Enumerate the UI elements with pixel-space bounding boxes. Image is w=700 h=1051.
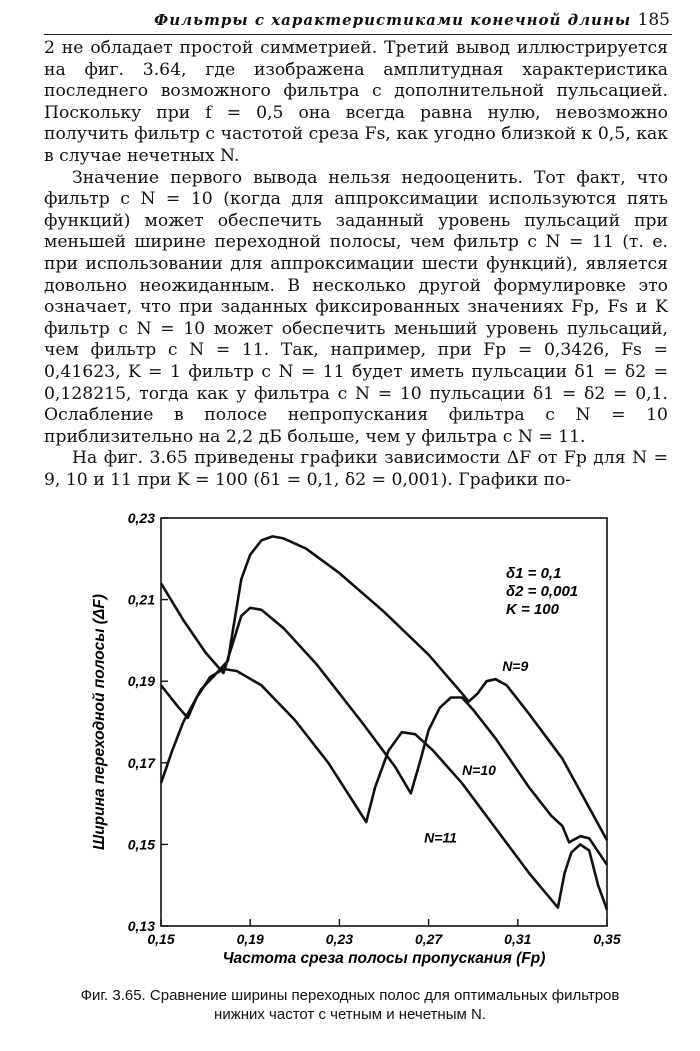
paragraph-3: На фиг. 3.65 приведены графики зависимости ΔF от Fp для N = 9, 10 и 11 при K = 100 (δ1 = 0,1, δ2 = 0,001). Графики по- (44, 448, 668, 490)
running-title: Фильтры с характеристиками конечной длины (154, 11, 632, 29)
x-tick-label: 0,23 (325, 931, 354, 947)
body-text (44, 38, 668, 491)
running-header (44, 8, 672, 35)
legend-delta1: δ1 = 0,1 (506, 565, 562, 582)
y-tick-label: 0,23 (127, 510, 155, 526)
figure-caption (30, 986, 670, 1024)
caption-line-1: Фиг. 3.65. Сравнение ширины переходных полос для оптимальных фильтров (80, 987, 620, 1004)
series-label-n9: N=9 (502, 658, 529, 674)
y-tick-label: 0,19 (127, 673, 155, 690)
x-tick-label: 0,19 (236, 931, 264, 947)
y-tick-label: 0,17 (127, 754, 155, 771)
y-axis-label: Ширина переходной полосы (ΔF) (91, 594, 108, 850)
caption-line-2: нижних частот с четным и нечетным N. (214, 1006, 486, 1023)
paragraph-2: Значение первого вывода нельзя недооценить. Тот факт, что фильтр с N = 10 (когда для аппроксимации используются пять функций) может обеспечить заданный уровень пульсаций при меньшей ширине переходной полосы, чем фильтр с N = 11 (т. е. при использовании для аппроксимации шести функций), является довольно неожиданным. В несколько другой формулировке это означает, что при заданных фиксированных значениях Fp, Fs и K фильтр с N = 10 может обеспечить меньший уровень пульсаций, чем фильтр с N = 11. Так, например, при Fp = 0,3426, Fs = 0,41623, K = 1 фильтр с N = 11 будет иметь пульсации δ1 = δ2 = 0,128215, тогда как у фильтра с N = 10 пульсации δ1 = δ2 = 0,1. Ослабление в полосе непропускания фильтра с N = 10 приблизительно на 2,2 дБ больше, чем у фильтра с N = 11. (44, 167, 668, 447)
transition-width-chart (86, 508, 626, 978)
series-label-n11: N=11 (424, 829, 457, 846)
series-line-n10 (161, 583, 607, 865)
x-tick-label: 0,35 (593, 931, 621, 947)
paragraph-1: 2 не обладает простой симметрией. Третий вывод иллюстрируется на фиг. 3.64, где изображена амплитудная характеристика последнего возможного фильтра с дополнительной пульсацией. Поскольку при f = 0,5 она всегда равна нулю, невозможно получить фильтр с частотой среза Fs, как угодно близкой к 0,5, как в случае нечетных N. (44, 38, 668, 166)
x-tick-label: 0,27 (414, 931, 443, 947)
x-tick-label: 0,31 (504, 931, 532, 947)
figure-3-65 (86, 508, 626, 978)
legend-k: K = 100 (506, 601, 559, 618)
y-tick-label: 0,15 (127, 836, 155, 853)
series-line-n11 (161, 669, 607, 910)
x-axis-label: Частота среза полосы пропускания (Fp) (222, 950, 546, 967)
series-label-n10: N=10 (462, 762, 496, 779)
page-number: 185 (637, 10, 670, 30)
y-tick-label: 0,21 (127, 591, 155, 608)
y-tick-label: 0,13 (127, 918, 155, 934)
x-tick-label: 0,15 (147, 931, 175, 947)
legend-delta2: δ2 = 0,001 (506, 583, 579, 600)
